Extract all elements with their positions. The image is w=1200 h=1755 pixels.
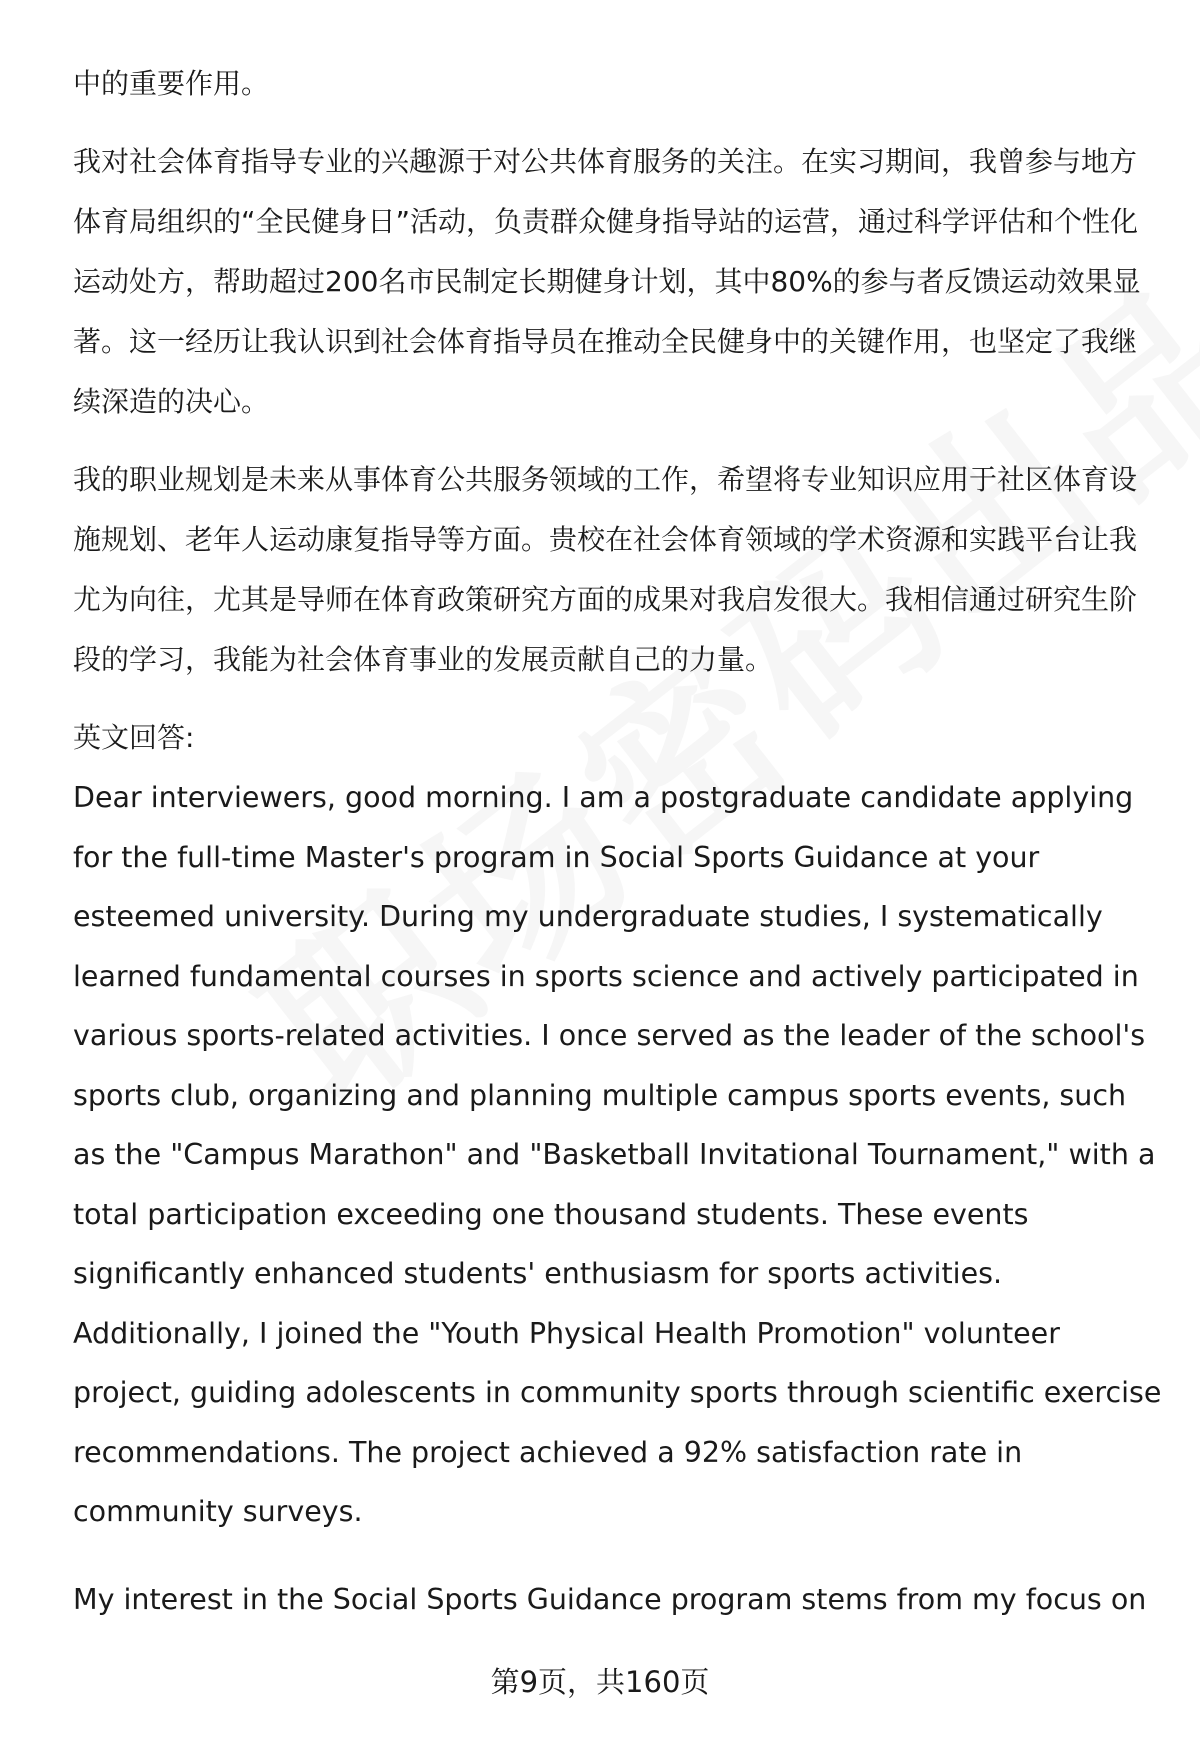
paragraph-zh-3: 我的职业规划是未来从事体育公共服务领域的工作，希望将专业知识应用于社区体育设施规划、老年人运动康复指导等方面。贵校在社会体育领域的学术资源和实践平台让我尤为向往，尤其是导师在体育政策研究方面的成果对我启发很大。我相信通过研究生阶段的学习，我能为社会体育事业的发展贡献自己的力量。 — [73, 463, 1138, 676]
paragraph-en-1: Dear interviewers, good morning. I am a postgraduate candidate applying for the full-time Master's program in Social Sports Guidance at your esteemed university. During my undergraduate studies, I systematically learned fundamental courses in sports science and actively participated in various sports-related activities. I once served as the leader of the school's sports club, organizing and planning multiple campus sports events, such as the "Campus Marathon" and "Basketball Invitational Tournament," with a total participation exceeding one thousand students. These events significantly enhanced students' enthusiasm for sports activities. Additionally, I joined the "Youth Physical Health Promotion" volunteer project, guiding adolescents in community sports through scientific exercise recommendations. The project achieved a 92% satisfaction rate in community surveys. — [73, 781, 1162, 1528]
document-body — [73, 54, 1163, 1629]
english-answer-label: 英文回答: — [73, 721, 195, 754]
paragraph-zh-2: 我对社会体育指导专业的兴趣源于对公共体育服务的关注。在实习期间，我曾参与地方体育局组织的“全民健身日”活动，负责群众健身指导站的运营，通过科学评估和个性化运动处方，帮助超过200名市民制定长期健身计划，其中80%的参与者反馈运动效果显著。这一经历让我认识到社会体育指导员在推动全民健身中的关键作用，也坚定了我继续深造的决心。 — [73, 145, 1141, 418]
paragraph-en-2: My interest in the Social Sports Guidance program stems from my focus on — [73, 1582, 1147, 1616]
paragraph-zh-1: 中的重要作用。 — [73, 67, 270, 100]
page-indicator: 第9页，共160页 — [490, 1665, 710, 1699]
